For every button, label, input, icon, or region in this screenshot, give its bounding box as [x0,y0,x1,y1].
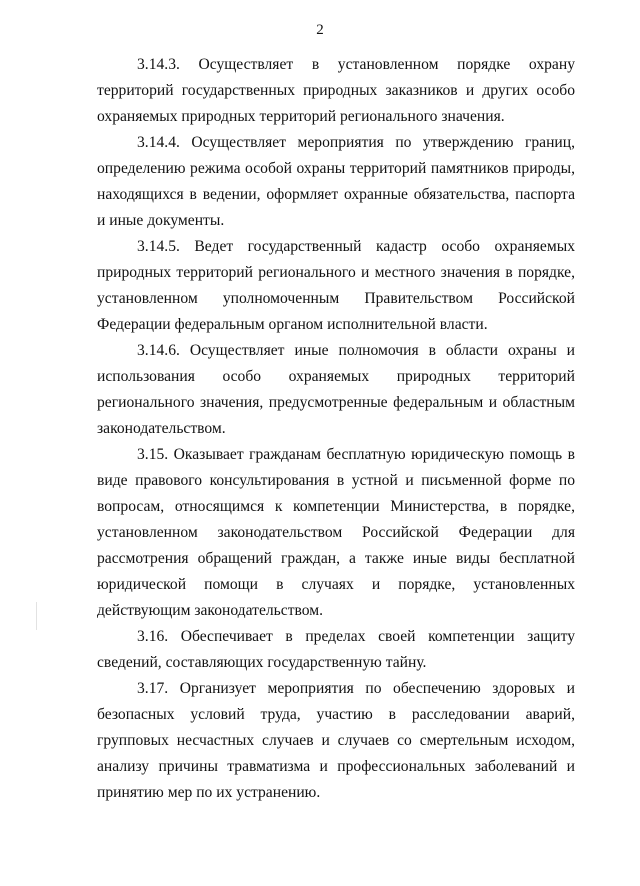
paragraph-3-17: 3.17. Организует мероприятия по обеспечению здоровых и безопасных условий труда, участию в расследовании аварий, групповых несчастных случаев и случаев со смертельным исходом, анализу причины травматизма и профессиональных заболеваний и принятию мер по их устранению. [97,680,575,801]
scan-margin-mark [36,602,37,630]
paragraph-3-14-3: 3.14.3. Осуществляет в установленном порядке охрану территорий государственных природных заказников и других особо охраняемых природных территорий регионального значения. [97,56,575,125]
page-number: 2 [316,22,324,38]
paragraph-3-14-4: 3.14.4. Осуществляет мероприятия по утверждению границ, определению режима особой охраны территорий памятников природы, находящихся в ведении, оформляет охранные обязательства, паспорта и иные документы. [97,134,575,229]
paragraph-3-14-5: 3.14.5. Ведет государственный кадастр особо охраняемых природных территорий регионального и местного значения в порядке, установленном уполномоченным Правительством Российской Федерации федеральным органом исполнительной власти. [97,238,575,333]
paragraph-3-14-6: 3.14.6. Осуществляет иные полномочия в области охраны и использования особо охраняемых природных территорий регионального значения, предусмотренные федеральным и областным законодательством. [97,342,575,437]
document-body [97,52,575,806]
paragraph-3-15: 3.15. Оказывает гражданам бесплатную юридическую помощь в виде правового консультирования в устной и письменной форме по вопросам, относящимся к компетенции Министерства, в порядке, установленном законодательством Российской Федерации для рассмотрения обращений граждан, а также иные виды бесплатной юридической помощи в случаях и порядке, установленных действующим законодательством. [97,446,575,619]
paragraph-3-16: 3.16. Обеспечивает в пределах своей компетенции защиту сведений, составляющих государственную тайну. [97,628,575,671]
